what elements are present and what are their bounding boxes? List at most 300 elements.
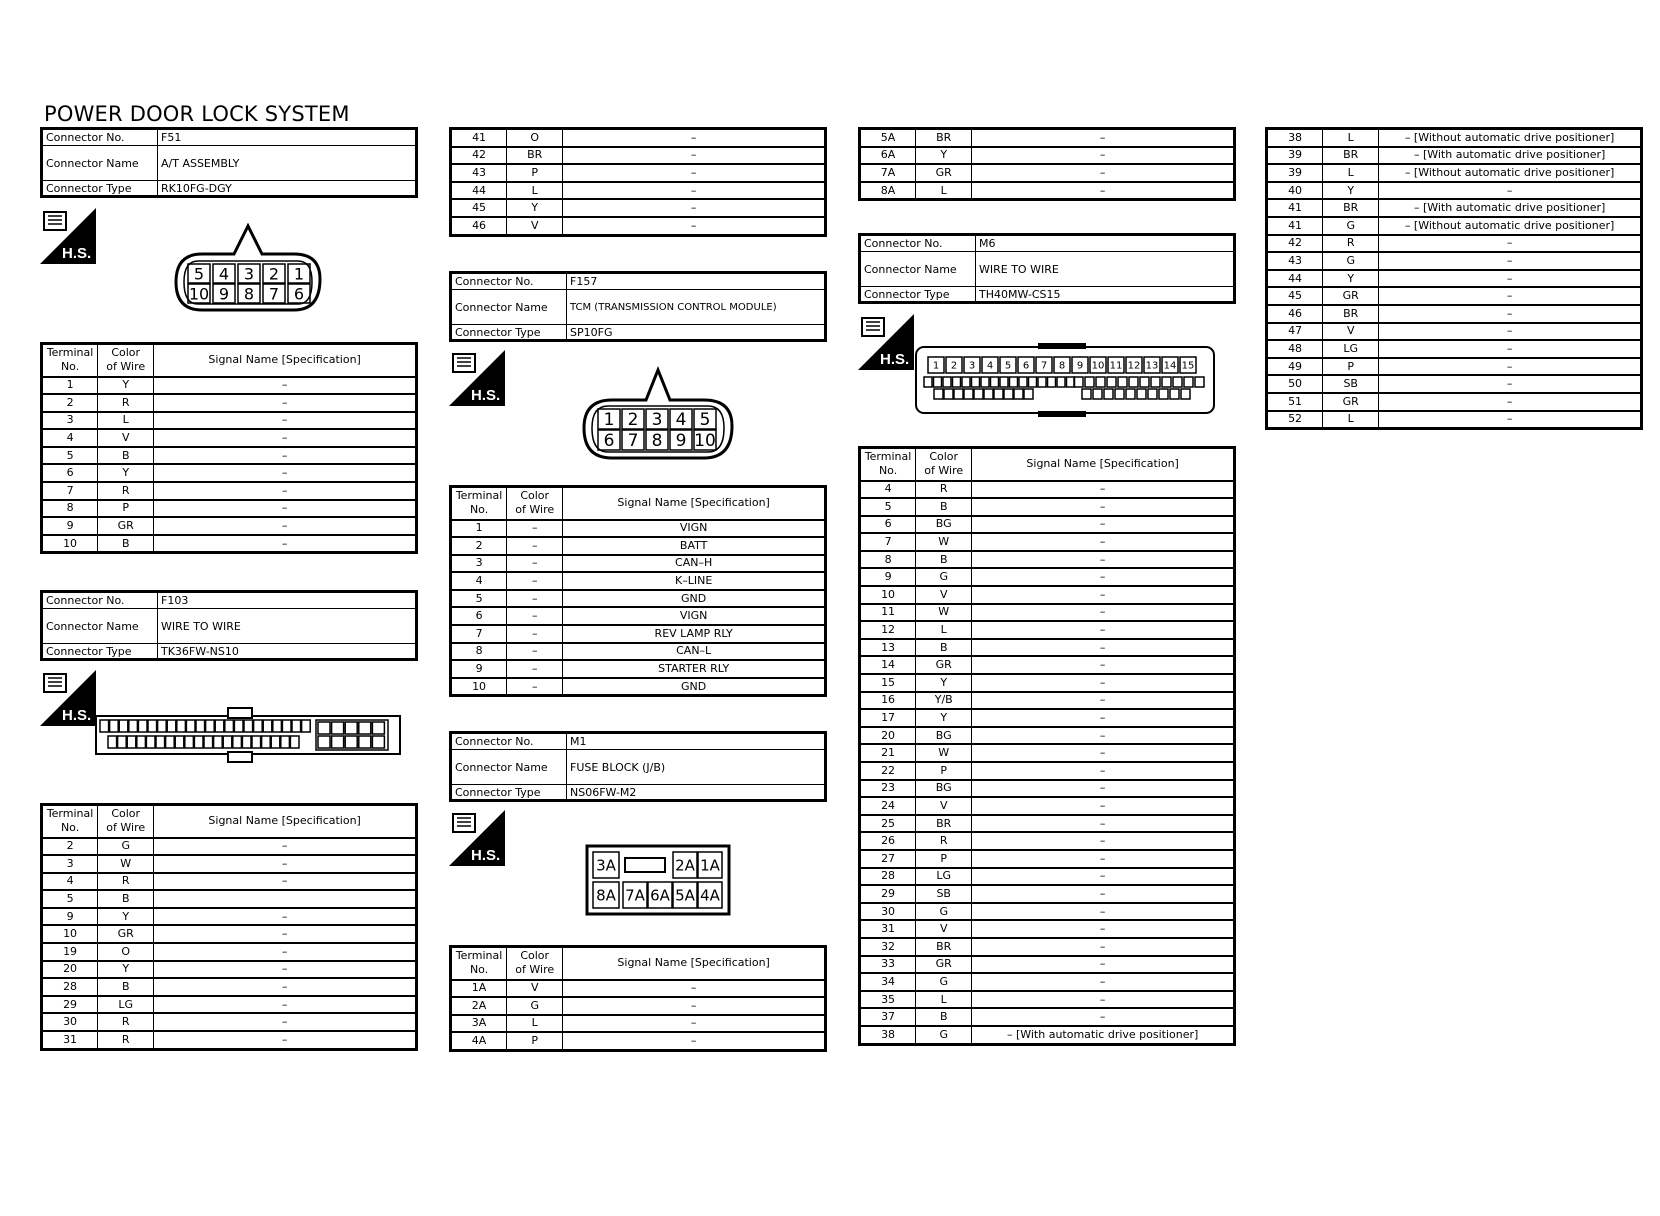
signal-cell: – [972, 692, 1235, 710]
connector-no-label: Connector No. [42, 129, 158, 146]
signal-cell: – [972, 762, 1235, 780]
pin-cell [1140, 377, 1149, 387]
table-row [451, 147, 826, 165]
pin-cell [1173, 377, 1182, 387]
color-header: Color of Wire [916, 448, 972, 481]
pin-cell [1024, 389, 1033, 399]
signal-cell: – [972, 956, 1235, 974]
terminal-table-f103-continued [449, 127, 827, 237]
pin-cell [137, 736, 146, 748]
connector-type-label: Connector Type [42, 181, 158, 197]
table-row [860, 516, 1235, 534]
signal-cell: – [972, 147, 1235, 165]
table-row [42, 873, 417, 891]
table-row [1267, 199, 1642, 217]
table-row [451, 199, 826, 217]
table-row [860, 727, 1235, 745]
color-cell: – [507, 537, 563, 555]
pin-cell [263, 720, 272, 732]
pin-cell [244, 720, 253, 732]
terminal-cell: 7A [860, 164, 916, 182]
table-row [451, 572, 826, 590]
pin-cell [359, 722, 371, 734]
signal-cell: – [972, 639, 1235, 657]
terminal-cell: 8 [42, 500, 98, 518]
terminal-cell: 39 [1267, 164, 1323, 182]
color-cell: P [916, 850, 972, 868]
signal-cell: – [1379, 340, 1642, 358]
connector-diagram-f103 [94, 706, 402, 764]
color-cell: GR [1323, 393, 1379, 411]
signal-cell: VIGN [563, 520, 826, 538]
pin-label: 6 [603, 431, 615, 452]
signal-cell: – [154, 855, 417, 873]
signal-cell: STARTER RLY [563, 660, 826, 678]
pin-cell [108, 736, 117, 748]
signal-cell: – [154, 925, 417, 943]
color-cell: Y [98, 961, 154, 979]
table-row [860, 832, 1235, 850]
color-cell: O [98, 943, 154, 961]
terminal-cell: 6 [860, 516, 916, 534]
pin-label: 1A [700, 856, 720, 875]
color-cell: Y [916, 709, 972, 727]
table-row [860, 1008, 1235, 1026]
signal-cell: – [972, 797, 1235, 815]
terminal-cell: 26 [860, 832, 916, 850]
signal-cell: – [972, 868, 1235, 886]
color-cell: O [507, 129, 563, 147]
pin-cell [1010, 377, 1018, 387]
terminal-cell: 9 [860, 568, 916, 586]
table-row [860, 568, 1235, 586]
terminal-cell: 32 [860, 938, 916, 956]
color-cell: R [916, 832, 972, 850]
table-row [860, 639, 1235, 657]
pin-cell [127, 736, 136, 748]
table-row [42, 377, 417, 395]
signal-cell: – [563, 129, 826, 147]
signal-header: Signal Name [Specification] [563, 947, 826, 980]
connector-info-m6 [858, 233, 1236, 304]
pin-label: 8 [243, 284, 255, 304]
pin-cell [318, 736, 330, 748]
pin-label: 7A [625, 886, 645, 905]
terminal-cell: 31 [860, 920, 916, 938]
pin-cell [194, 736, 203, 748]
table-row [860, 551, 1235, 569]
terminal-cell: 10 [860, 586, 916, 604]
table-row [42, 412, 417, 430]
terminal-cell: 9 [451, 660, 507, 678]
signal-header: Signal Name [Specification] [972, 448, 1235, 481]
pin-cell [215, 720, 224, 732]
table-row [860, 586, 1235, 604]
color-cell: B [98, 535, 154, 553]
pin-cell [196, 720, 205, 732]
pin-cell [242, 736, 251, 748]
terminal-cell: 5 [42, 890, 98, 908]
signal-cell: – [154, 535, 417, 553]
terminal-cell: 48 [1267, 340, 1323, 358]
signal-cell: – [972, 780, 1235, 798]
color-cell: GR [916, 956, 972, 974]
signal-cell: – [972, 129, 1235, 147]
table-row [451, 555, 826, 573]
signal-cell: – [1379, 235, 1642, 253]
pin-label: 8 [651, 431, 663, 452]
pin-cell [1129, 377, 1138, 387]
pin-cell [1151, 377, 1160, 387]
pin-label: 2 [950, 360, 958, 372]
signal-cell: – [154, 978, 417, 996]
pin-label: 7 [1040, 360, 1048, 372]
color-cell: L [1323, 164, 1379, 182]
table-row [1267, 323, 1642, 341]
terminal-cell: 41 [1267, 217, 1323, 235]
connector-name-label: Connector Name [860, 252, 976, 287]
signal-cell: – [563, 199, 826, 217]
terminal-cell: 41 [1267, 199, 1323, 217]
table-row [860, 533, 1235, 551]
color-cell: W [916, 533, 972, 551]
table-row [451, 590, 826, 608]
pin-cell [994, 389, 1003, 399]
table-row [1267, 164, 1642, 182]
color-cell: G [916, 568, 972, 586]
terminal-cell: 12 [860, 621, 916, 639]
pin-cell [964, 389, 973, 399]
signal-cell: – [1379, 375, 1642, 393]
pin-grid-m6 [924, 357, 1204, 399]
terminal-cell: 29 [860, 885, 916, 903]
color-cell: P [507, 1032, 563, 1050]
color-cell: BR [916, 129, 972, 147]
pin-cell [223, 736, 232, 748]
pin-cell [233, 736, 242, 748]
color-cell: B [916, 498, 972, 516]
signal-header: Signal Name [Specification] [154, 805, 417, 838]
table-row [451, 1015, 826, 1033]
connector-no-label: Connector No. [860, 235, 976, 252]
pin-cell [924, 377, 932, 387]
connector-name-value: A/T ASSEMBLY [158, 146, 417, 181]
signal-cell: – [563, 217, 826, 235]
pin-cell [282, 720, 291, 732]
color-header: Color of Wire [507, 947, 563, 980]
color-cell: – [507, 555, 563, 573]
pin-cell [1184, 377, 1193, 387]
color-cell: GR [916, 656, 972, 674]
signal-cell: – [972, 938, 1235, 956]
terminal-cell: 37 [860, 1008, 916, 1026]
color-header: Color of Wire [98, 344, 154, 377]
terminal-cell: 39 [1267, 147, 1323, 165]
table-row [1267, 182, 1642, 200]
pin-cell [1000, 377, 1008, 387]
pin-cell [271, 736, 280, 748]
terminal-cell: 9 [42, 908, 98, 926]
pin-cell [138, 720, 147, 732]
table-row [42, 482, 417, 500]
pin-cell [118, 736, 127, 748]
color-cell: L [916, 991, 972, 1009]
terminal-cell: 51 [1267, 393, 1323, 411]
connector-type-label: Connector Type [451, 325, 567, 341]
table-row [1267, 235, 1642, 253]
pin-label: 8 [1058, 360, 1066, 372]
signal-header: Signal Name [Specification] [154, 344, 417, 377]
color-cell: G [916, 973, 972, 991]
signal-cell: – [1379, 393, 1642, 411]
terminal-header: Terminal No. [451, 487, 507, 520]
pin-cell [1004, 389, 1013, 399]
terminal-cell: 6 [451, 607, 507, 625]
terminal-cell: 20 [860, 727, 916, 745]
signal-header: Signal Name [Specification] [563, 487, 826, 520]
signal-cell: – [972, 551, 1235, 569]
color-cell: B [98, 447, 154, 465]
color-cell: – [507, 520, 563, 538]
signal-cell: – [563, 147, 826, 165]
pin-label: 2A [675, 856, 695, 875]
table-row [1267, 375, 1642, 393]
pin-cell [290, 736, 299, 748]
signal-cell: BATT [563, 537, 826, 555]
table-row [860, 182, 1235, 200]
signal-cell: – [1379, 411, 1642, 429]
table-row [451, 129, 826, 147]
terminal-cell: 16 [860, 692, 916, 710]
pin-cell [146, 736, 155, 748]
table-row [42, 943, 417, 961]
terminal-cell: 33 [860, 956, 916, 974]
connector-no-value: M6 [976, 235, 1235, 252]
table-row [42, 394, 417, 412]
terminal-cell: 23 [860, 780, 916, 798]
signal-cell: – [563, 980, 826, 998]
connector-type-value: NS06FW-M2 [567, 785, 826, 801]
terminal-cell: 46 [451, 217, 507, 235]
color-cell: B [916, 639, 972, 657]
color-cell: B [98, 978, 154, 996]
terminal-cell: 25 [860, 815, 916, 833]
signal-cell: – [972, 164, 1235, 182]
signal-cell: – [972, 516, 1235, 534]
terminal-table-m6-continued [1265, 127, 1643, 430]
color-cell: G [98, 838, 154, 856]
table-row [1267, 358, 1642, 376]
table-row [451, 980, 826, 998]
color-cell: L [916, 182, 972, 200]
signal-cell: GND [563, 590, 826, 608]
pin-cell [1019, 377, 1027, 387]
pin-cell [214, 736, 223, 748]
color-cell: Y [98, 908, 154, 926]
pin-cell [156, 736, 165, 748]
terminal-cell: 15 [860, 674, 916, 692]
table-row [1267, 340, 1642, 358]
pin-cell [944, 389, 953, 399]
signal-cell: – [972, 727, 1235, 745]
terminal-cell: 2 [42, 838, 98, 856]
pin-cell [1029, 377, 1037, 387]
terminal-cell: 30 [860, 903, 916, 921]
terminal-cell: 10 [451, 678, 507, 696]
color-cell: V [98, 429, 154, 447]
pin-cell [166, 736, 175, 748]
pin-cell [943, 377, 951, 387]
color-cell: BR [916, 815, 972, 833]
pin-label: 15 [1181, 360, 1195, 372]
color-cell: R [98, 482, 154, 500]
terminal-cell: 45 [1267, 287, 1323, 305]
terminal-header: Terminal No. [451, 947, 507, 980]
signal-cell: – [972, 568, 1235, 586]
color-cell: LG [1323, 340, 1379, 358]
signal-cell: – [972, 973, 1235, 991]
table-row [860, 621, 1235, 639]
terminal-cell: 46 [1267, 305, 1323, 323]
pin-cell [1137, 389, 1146, 399]
color-cell: L [507, 1015, 563, 1033]
table-row [860, 498, 1235, 516]
pin-cell [234, 720, 243, 732]
pin-cell [1148, 389, 1157, 399]
pin-cell [962, 377, 970, 387]
color-cell: LG [916, 868, 972, 886]
connector-diagram-m1 [585, 844, 731, 916]
color-cell: R [1323, 235, 1379, 253]
pin-grid-f103 [100, 720, 384, 748]
signal-cell: – [972, 903, 1235, 921]
pin-cell [148, 720, 157, 732]
signal-cell: – [154, 838, 417, 856]
table-row [451, 607, 826, 625]
connector-info-f51 [40, 127, 418, 198]
terminal-cell: 10 [42, 925, 98, 943]
pin-cell [186, 720, 195, 732]
table-row [860, 147, 1235, 165]
color-cell: GR [1323, 287, 1379, 305]
connector-info-m1 [449, 731, 827, 802]
signal-cell: – [154, 1031, 417, 1049]
table-row [42, 855, 417, 873]
page-title: POWER DOOR LOCK SYSTEM [44, 102, 350, 126]
table-row [860, 850, 1235, 868]
pin-grid-m1 [593, 852, 722, 908]
pin-label: 8A [596, 886, 616, 905]
color-cell: P [98, 500, 154, 518]
terminal-cell: 27 [860, 850, 916, 868]
connector-no-value: F103 [158, 592, 417, 609]
terminal-table-m1-continued [858, 127, 1236, 201]
table-row [451, 164, 826, 182]
connector-info-f103 [40, 590, 418, 661]
terminal-cell: 1A [451, 980, 507, 998]
color-cell: – [507, 572, 563, 590]
pin-cell [991, 377, 999, 387]
table-row [1267, 252, 1642, 270]
color-cell: Y [98, 464, 154, 482]
pin-cell [1093, 389, 1102, 399]
terminal-cell: 28 [860, 868, 916, 886]
harness-side-icon [40, 208, 96, 264]
pin-label: 9 [218, 284, 230, 304]
color-cell: Y [507, 199, 563, 217]
terminal-cell: 31 [42, 1031, 98, 1049]
terminal-cell: 2 [451, 537, 507, 555]
pin-cell [252, 736, 261, 748]
terminal-table-m6 [858, 446, 1236, 1046]
pin-cell [167, 720, 176, 732]
color-cell: Y [1323, 270, 1379, 288]
table-row [860, 604, 1235, 622]
pin-cell [332, 736, 344, 748]
signal-cell: – [154, 500, 417, 518]
color-cell: R [98, 1031, 154, 1049]
color-cell: B [916, 551, 972, 569]
color-cell: BR [916, 938, 972, 956]
pin-cell [934, 377, 942, 387]
connector-no-value: F157 [567, 273, 826, 290]
terminal-cell: 44 [451, 182, 507, 200]
terminal-cell: 4 [860, 481, 916, 499]
table-row [1267, 287, 1642, 305]
signal-cell: – [972, 604, 1235, 622]
terminal-cell: 14 [860, 656, 916, 674]
pin-cell [974, 389, 983, 399]
table-row [860, 674, 1235, 692]
table-row [451, 643, 826, 661]
signal-cell: – [154, 482, 417, 500]
signal-cell: – [154, 961, 417, 979]
pin-label: 5 [1004, 360, 1012, 372]
color-cell: L [507, 182, 563, 200]
connector-type-value: SP10FG [567, 325, 826, 341]
terminal-cell: 45 [451, 199, 507, 217]
signal-cell [154, 890, 417, 908]
signal-cell: – [With automatic drive positioner] [1379, 147, 1642, 165]
pin-label: 9 [1076, 360, 1084, 372]
signal-cell: – [154, 1013, 417, 1031]
terminal-table-f157 [449, 485, 827, 697]
pin-cell [177, 720, 186, 732]
connector-type-label: Connector Type [42, 644, 158, 660]
table-row [42, 961, 417, 979]
terminal-cell: 42 [451, 147, 507, 165]
color-cell: B [916, 1008, 972, 1026]
signal-cell: – [972, 498, 1235, 516]
signal-cell: – [972, 1008, 1235, 1026]
pin-cell [372, 722, 384, 734]
terminal-cell: 52 [1267, 411, 1323, 429]
terminal-cell: 3A [451, 1015, 507, 1033]
signal-cell: – [563, 164, 826, 182]
terminal-cell: 4 [42, 873, 98, 891]
connector-type-value: TH40MW-CS15 [976, 287, 1235, 303]
terminal-cell: 44 [1267, 270, 1323, 288]
terminal-cell: 41 [451, 129, 507, 147]
table-row [860, 129, 1235, 147]
pin-label: 4 [218, 264, 230, 284]
signal-cell: CAN–H [563, 555, 826, 573]
terminal-cell: 4 [451, 572, 507, 590]
pin-label: 7 [268, 284, 280, 304]
table-row [860, 868, 1235, 886]
table-row [42, 996, 417, 1014]
pin-cell [1115, 389, 1124, 399]
